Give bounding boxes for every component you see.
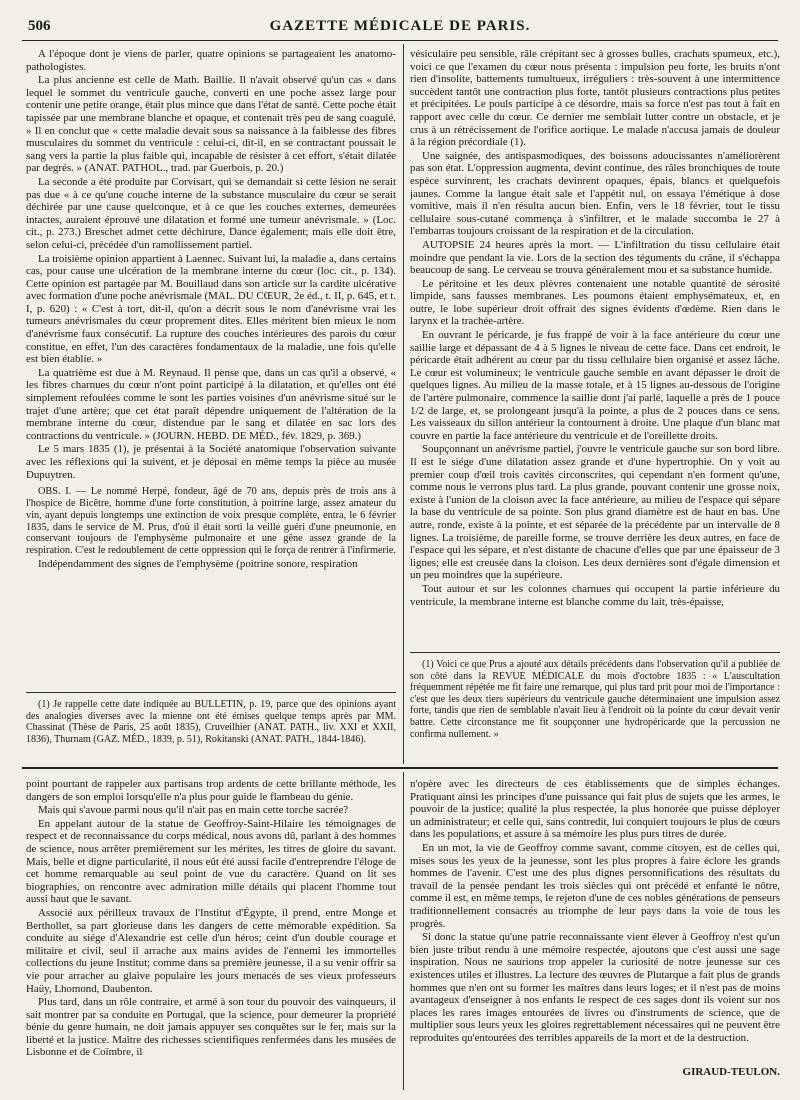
column-divider-top — [403, 44, 404, 764]
page-header — [22, 14, 778, 41]
paragraph: vésiculaire peu sensible, râle crépitant sec à grosses bulles, crachats spumeux, etc.), voici ce que l'examen du cœur nous présenta : impulsion peu forte, les bruits n'ont rien d'insolite, battements tumultueux, irréguliers : très-souvent à une intermittence succèdent tantôt une contraction plus forte, tantôt plusieurs contractions plus petites et précipitées. Le pouls participe à ce désordre, mais sa force n'est pas tout à fait en rapport avec celle du cœur. Ce dernier me semblait lutter contre un obstacle, et je crus à un rétrécissement de l'orifice aortique. Le malade n'accusa jamais de douleur à la région précordiale (1). — [410, 48, 780, 149]
section-separator — [22, 767, 778, 769]
journal-title: GAZETTE MÉDICALE DE PARIS. — [269, 18, 531, 34]
paragraph: Soupçonnant un anévrisme partiel, j'ouvre le ventricule gauche sur son bord libre. Il est le siége d'une dilatation assez grande et d'une hypertrophie. On y voit au premier coup d'œil trois cavités circonscrites, qui cependant n'en forment qu'une, comme nous le verrons plus tard. La plus grande, pouvant contenir une grosse noix, existe à l'union de la cloison avec la face antérieure, au milieu de l'espace qui sépare la base du ventricule de sa pointe. Son plus grand diamètre est de haut en bas. Une autre, ronde, existe à la pointe, et est séparée de la précédente par un intervalle de 8 lignes. La troisième, de pareille forme, se trouve derrière les deux autres, en face de l'espace qui les sépare, et n'est distante de chacune d'elles que par une épaisseur de 3 lignes; elle est creusée dans la cloison. Les deux dernières sont d'égale dimension et un peu moindres que la supérieure. — [410, 443, 780, 582]
footnote-text: (1) Voici ce que Prus a ajouté aux détails précédents dans l'observation qu'il a publiée de son côté dans la REVUE MÉDICALE du mois d'octobre 1835 : « L'auscultation fréquemment répétée me fit faire une remarque, qui plus tard prit pour moi de l'importance : c'est que les deux tiers supérieurs du ventricule gauche déterminaient une impulsion assez forte, tandis que rien de semblable n'avait lieu à l'endroit où la pointe du cœur devait venir battre. Cette circonstance me fit soupçonner une hydropéricarde que la percussion ne confirma nullement. » — [410, 659, 780, 740]
paragraph: La quatrième est due à M. Reynaud. Il pense que, dans un cas qu'il a observé, « les fibres charnues du cœur n'ont point participé à la dilatation, et qu'elles ont été simplement refoulées comme le sont les parties voisines d'un anévrisme situé sur le trajet d'une artère; que cet état paraît dépendre uniquement de l'altération de la membrane interne du cœur, distendue par le sang et dilatée en sac lors des contractions du ventricule. » (JOURN. HEBD. DE MÉD., fév. 1829, p. 369.) — [26, 366, 396, 442]
author-signature: GIRAUD-TEULON. — [682, 1066, 780, 1078]
paragraph: Le 5 mars 1835 (1), je présentai à la Société anatomique l'observation suivante avec les réflexions qui la suivent, et je déposai en même temps la pièce au musée Dupuytren. — [26, 443, 396, 481]
left-column-top — [26, 48, 396, 640]
paragraph: Mais qui s'avoue parmi nous qu'il n'ait pas en main cette torche sacrée? — [38, 804, 349, 817]
footnote-text: (1) Je rappelle cette date indiquée au BULLETIN, p. 19, parce que des opinions ayant des analogies diverses avec la mienne ont été émises quelque temps après par MM. Chassinat (Thèse de Paris, 25 août 1835), Cruveilhier (ANAT. PATH., liv. XXI et XXII, 1836), Thurnam (GAZ. MÉD., 1839, p. 51), Rokitanski (ANAT. PATH., 1844-1846). — [26, 699, 396, 745]
paragraph: Le péritoine et les deux plèvres contenaient une notable quantité de sérosité limpide, sans fausses membranes. Les poumons étaient emphysémateux, et, en outre, le lobe supérieur droit offrait des signes évidents d'œdème. Rien dans le larynx et la trachée-artère. — [410, 277, 780, 328]
footnote-left — [26, 699, 396, 761]
footnote-right — [410, 659, 780, 759]
paragraph: En appelant autour de la statue de Geoffroy-Saint-Hilaire les témoignages de respect et de reconnaissance du corps médical, nous avons dû, parlant à des hommes de science, nous arrêter premièrement sur les mérites, les titres de gloire du savant. Mais, belle et digne particularité, il nous eût été aussi facile d'entreprendre l'éloge de cet homme remarquable au seul point de vue du caractère. Quand on lit ses biographies, on rencontre avec admiration mille détails qui placent l'homme tout aussi haut que le savant. — [26, 817, 396, 906]
column-divider-bottom — [403, 772, 404, 1090]
paragraph: En ouvrant le péricarde, je fus frappé de voir à la face antérieure du cœur une saillie large et dépassant de 4 à 5 lignes le niveau de cette face. Dans cet endroit, le péricarde était adhérent au cœur par du tissu cellulaire bien organisé et assez lâche. Le cœur est volumineux; le ventricule gauche semble en avant dépasser le droit de quelques lignes. Au milieu de la masse totale, et à 15 lignes au-dessous de l'origine de l'artère pulmonaire, commence la saillie dont j'ai parlé, laquelle a près de 1 pouce 1/2 de large, et, se prolongeant jusqu'à la pointe, a plus de 2 pouces dans ce sens. Les vaisseaux du sillon antérieur la contournent à droite. Une plaque d'un blanc mat couvre en partie la face antérieure du ventricule et de l'oreillette droits. — [410, 329, 780, 442]
autopsy-paragraph: AUTOPSIE 24 heures après la mort. — L'infiltration du tissu cellulaire était moindre que pendant la vie. Lors de la section des téguments du crâne, il s'échappa beaucoup de sang. Le cerveau se trouva généralement mou et sa substance humide. — [410, 238, 780, 277]
paragraph: A l'époque dont je viens de parler, quatre opinions se partageaient les anatomo-pathologistes. — [26, 48, 396, 73]
right-column-bottom — [410, 778, 780, 1063]
observation-paragraph: OBS. I. — Le nommé Herpé, fondeur, âgé de 70 ans, depuis près de trois ans à l'hospice de Bicêtre, homme d'une forte constitution, à poitrine large, assez amateur du vin, ayant depuis longtemps une extinction de voix presque complète, entra, le 6 février 1835, dans le service de M. Prus, d'où il était sorti la veille guéri d'une pneumonie, en conservant toujours de l'emphysème pulmonaire et une gêne assez grande de la respiration. C'est le redoublement de cette oppression qui le força de rentrer à l'infirmerie. — [26, 486, 396, 557]
footnote-rule-left — [26, 692, 396, 693]
paragraph: La seconde a été produite par Corvisart, qui se demandait si cette lésion ne serait pas due « à ce qu'une couche interne de la substance musculaire du cœur se serait déchirée par une cause quelconque, et à ce que les couches externes, demeurées intactes, auraient éprouvé une dilatation et formé une tumeur anévrismale. » (Loc. cit., p. 273.) Breschet admet cette déchirure, Dance également; mais elle doit être, selon celui-ci, précédée d'un ramollissement partiel. — [26, 175, 396, 251]
paragraph: Tout autour et sur les colonnes charnues qui occupent la partie inférieure du ventricule, la membrane interne est blanche comme du lait, très-épaisse, — [410, 582, 780, 608]
paragraph: Indépendamment des signes de l'emphysème (poitrine sonore, respiration — [38, 557, 358, 570]
paragraph: point pourtant de rappeler aux partisans trop ardents de cette brillante méthode, les dangers de son emploi lorsqu'elle n'a plus pour guide le flambeau du génie. — [26, 778, 396, 803]
right-column-top — [410, 48, 780, 643]
paragraph: Une saignée, des antispasmodiques, des boissons adoucissantes n'améliorèrent pas son état. L'oppression augmenta, devint continue, des râles bronchiques de toute espèce survinrent, les crachats devinrent opaques, épais, blancs et quelquefois jaunes. Comme la langue était sale et l'appétit nul, on essaya l'émétique à dose vomitive, mais il n'en résulta aucun bien. Enfin, vers le 18 février, tout le tissu cellulaire sous-cutané commença à s'infiltrer, et le malade succomba le 27 à l'embarras toujours croissant de la respiration et de la circulation. — [410, 149, 780, 238]
page-number: 506 — [28, 18, 51, 34]
paragraph: Si donc la statue qu'une patrie reconnaissante vient élever à Geoffroy n'est qu'un bien juste tribut rendu à une mémoire respectée, ajoutons que c'est aussi une sage inspiration. Nous ne saurions trop appeler la curiosité de notre jeunesse sur ces existences utiles et illustres. La lecture des œuvres de Plutarque a fait plus de grands hommes que n'en ont su former les maîtres dans leurs loges; et il n'est pas de moins avantageux d'enseigner à nos enfants le respect de ces sages dont ils voient sur nos places les rares images entourées de livres ou d'instruments de science, que de multiplier sous leurs yeux les gloires regrettablement nécessaires qui ne peuvent être reproduites qu'entourées des terribles appareils de la mort et de la destruction. — [410, 931, 780, 1044]
paragraph: En un mot, la vie de Geoffroy comme savant, comme citoyen, est de celles qui, mises sous les yeux de la jeunesse, sont les plus propres à faire éclore les grands hommes de l'avenir. C'est une des plus dignes personnifications des résultats du travail de la pensée pendant les trois siècles qui ont précédé et enfanté le nôtre, comme il est, en même temps, le rejeton d'une de ces nobles générations de penseurs traditionnellement consacrés au triomphe de leur pays dans la voie de tous les progrès. — [410, 841, 780, 930]
paragraph: Associé aux périlleux travaux de l'Institut d'Égypte, il prend, entre Monge et Berthollet, sa part glorieuse dans les dangers de cette mémorable expédition. Sa conduite au siége d'Alexandrie est celle d'un héros; ceint d'un double courage et militaire et civil, seul il arrache aux mains avides de l'ennemi les immortelles collections du jeune Institut; comme dans sa première jeunesse, il a su venir offrir sa vie pour arracher au glaive populaire les jours menacés de ses vieux professeurs Haüy, Lhomond, Daubenton. — [26, 906, 396, 995]
paragraph: La troisième opinion appartient à Laennec. Suivant lui, la maladie a, dans certains cas, pour cause une ulcération de la membrane interne du cœur (loc. cit., p. 134). Cette opinion est partagée par M. Bouillaud dans son article sur la cardite ulcérative avec formation d'une poche anévrismale (MAL. DU CŒUR, 2e éd., t. II, p. 645, et t. I, p. 620) : « C'est à tort, dit-il, qu'on a décrit sous le nom d'anévrisme vrai les tumeurs anévrismales du cœur proprement dites. Elles méritent bien mieux le nom d'anévrisme faux consécutif. La rupture des couches intérieures des parois du cœur constitue, en effet, l'un des caractères fondamentaux de la maladie, une fois qu'elle est bien établie. » — [26, 252, 396, 366]
left-column-bottom — [26, 778, 396, 1082]
paragraph: La plus ancienne est celle de Math. Baillie. Il n'avait observé qu'un cas « dans lequel le sommet du ventricule gauche, converti en une poche assez large pour contenir une petite orange, était plus mince que dans l'état de santé. Cette poche était tapissée par une membrane blanche et opaque, et contenait très peu de sang coagulé. » Il en conclut que « cette maladie devait sous sa naissance à la faiblesse des fibres musculaires du sommet du ventricule : celui-ci, dit-il, en se contractant poussait le sang vers la partie la plus faible qui, incapable de résister à cet effort, s'était dilatée par degrés. » (ANAT. PATHOL., trad. par Guerbois, p. 20.) — [26, 74, 396, 175]
paragraph: n'opère avec les directeurs de ces établissements que de simples échanges. Pratiquant ainsi les principes d'une puissance qui fait plus de sujets que les armes, le pouvoir de la justice; qualité la plus respectée, la plus honorée que puisse déployer un administrateur; et celle qui, sans contredit, lui conquiert toujours le plus de cœurs dans les populations, et assure à sa mémoire les plus purs titres de durée. — [410, 778, 780, 841]
footnote-rule-right — [410, 652, 780, 653]
paragraph: Plus tard, dans un rôle contraire, et armé à son tour du pouvoir des vainqueurs, il sait montrer par sa conduite en Portugal, que la science, pour demeurer la propriété bénie du genre humain, ne doit jamais appuyer ses conquêtes sur le fer, mais sur la liberté et la justice. Maître des richesses scientifiques renfermées dans les musées de Lisbonne et de Coïmbre, il — [26, 996, 396, 1059]
